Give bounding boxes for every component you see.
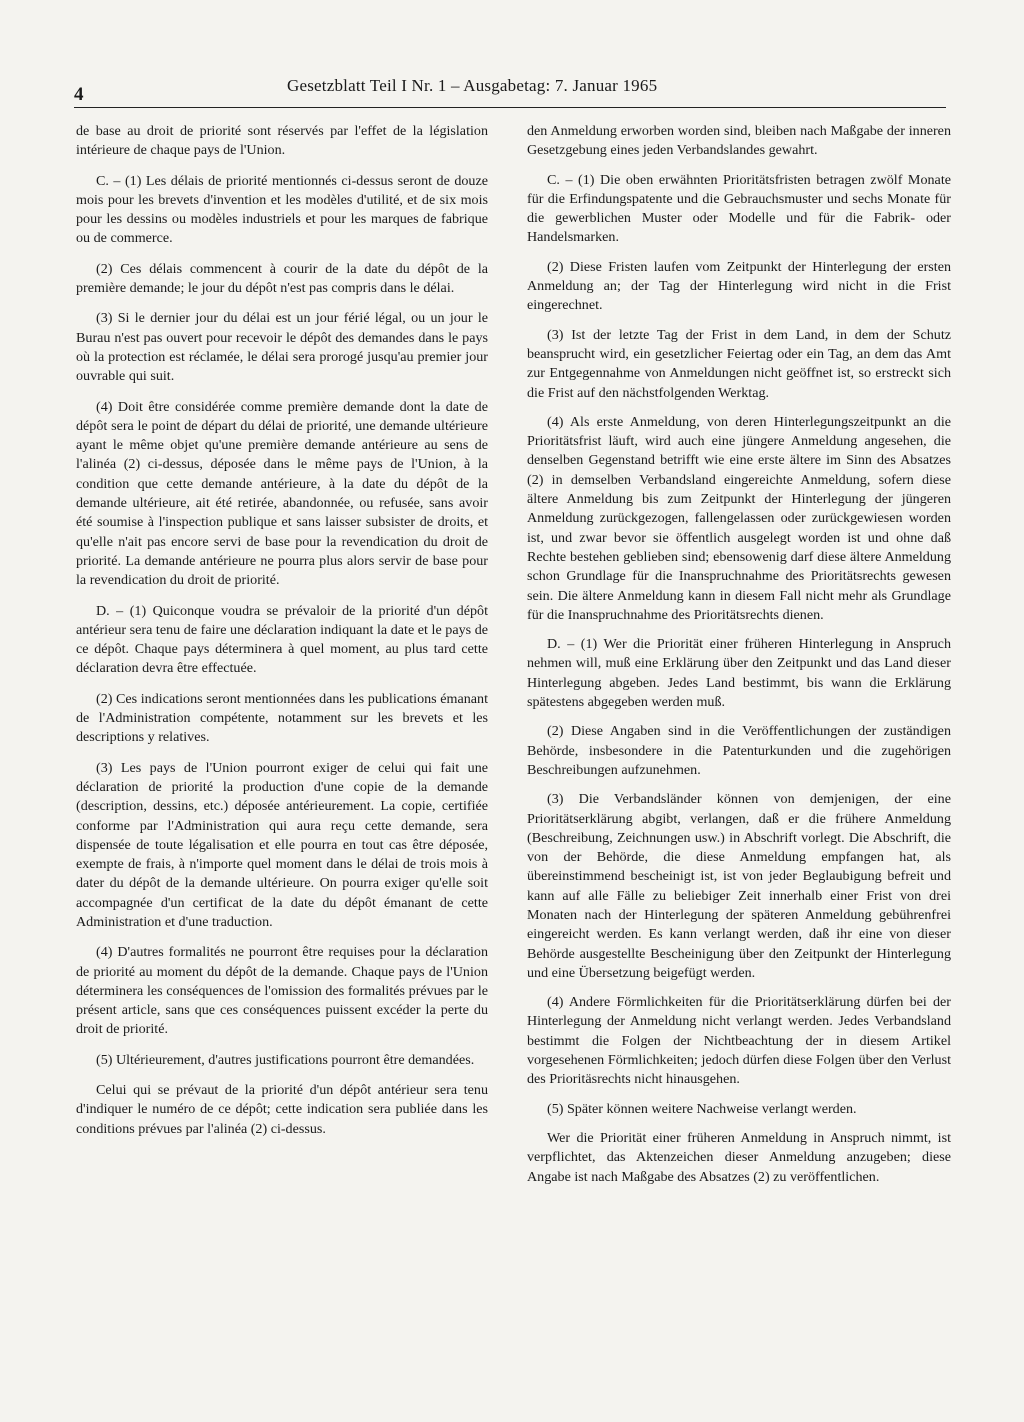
de-paragraph-c3: (3) Ist der letzte Tag der Frist in dem Land, in dem der Schutz beansprucht wird, ein gesetzlicher Feiertag oder ein Tag, an dem das Amt zur Entgegennahme von Anmeldungen nicht geöffnet ist, so erstreckt sich die Frist auf den nächstfolgenden Werktag. bbox=[527, 326, 951, 401]
french-column bbox=[76, 122, 488, 1150]
running-title: Gesetzblatt Teil I Nr. 1 – Ausgabetag: 7. Januar 1965 bbox=[287, 76, 658, 95]
fr-paragraph-d5: (5) Ultérieurement, d'autres justifications pourront être demandées. bbox=[96, 1051, 475, 1068]
german-column bbox=[527, 122, 951, 1197]
de-paragraph-d2: (2) Diese Angaben sind in die Veröffentlichungen der zuständigen Behörde, insbesondere in die Patenturkunden und die zugehörigen Beschreibungen aufzunehmen. bbox=[527, 723, 951, 778]
de-paragraph-c1: C. – (1) Die oben erwähnten Prioritätsfristen betragen zwölf Monate für die Erfindungspatente und die Gebrauchsmuster und sechs Monate für die gewerblichen Muster oder Modelle und für die Fabrik- oder Handelsmarken. bbox=[527, 171, 951, 246]
de-paragraph-d3: (3) Die Verbandsländer können von demjenigen, der eine Prioritätserklärung abgibt, verlangen, daß er die frühere Anmeldung (Beschreibung, Zeichnungen usw.) in Abschrift vorlegt. Die Abschrift, die von der Behörde, die diese Anmeldung empfangen hat, als übereinstimmend bescheinigt ist, ist von jeder Beglaubigung befreit und kann auf alle Fälle zu beliebiger Zeit innerhalb einer Frist von drei Monaten nach der Hinterlegung der späteren Anmeldung gebührenfrei eingereicht werden. Es kann verlangt werden, daß ihr eine von dieser Behörde ausgestellte Bescheinigung über den Zeitpunkt der Hinterlegung und eine Übersetzung beigefügt werden. bbox=[527, 791, 951, 981]
fr-paragraph-d1: D. – (1) Quiconque voudra se prévaloir de la priorité d'un dépôt antérieur sera tenu de faire une déclaration indiquant la date et le pays de ce dépôt. Chaque pays déterminera à quel moment, au plus tard cette déclaration devra être effectuée. bbox=[76, 602, 488, 677]
header-rule bbox=[74, 107, 946, 108]
fr-paragraph-c4: (4) Doit être considérée comme première demande dont la date de dépôt sera le point de départ du délai de priorité, une demande ultérieure ayant le même objet qu'une première demande antérieure au sens de l'alinéa (2) ci-dessus, déposée dans le même pays de l'Union, à la condition que cette demande antérieure, à la date du dépôt de la demande ultérieure, ait été retirée, abandonnée, ou refusée, sans avoir été soumise à l'inspection publique et sans laisser subsister de droits, et qu'elle n'ait pas encore servi de base pour la revendication du droit de priorité. La demande antérieure ne pourra plus alors servir de base pour la revendication du droit de priorité. bbox=[76, 398, 488, 589]
de-paragraph-c4: (4) Als erste Anmeldung, von deren Hinterlegungszeitpunkt an die Prioritätsfrist läuft, wird auch eine jüngere Anmeldung angesehen, die denselben Gegenstand betrifft wie eine erste ältere im Sinn des Absatzes (2) in demselben Verbandsland eingereichte Anmeldung, sofern diese ältere Anmeldung bis zum Zeitpunkt der Hinterlegung der jüngeren Anmeldung zurückgezogen, fallengelassen oder zurückgewiesen worden ist, und zwar bevor sie öffentlich ausgelegt worden ist und ohne daß Rechte bestehen geblieben sind; ebensowenig darf diese ältere Anmeldung schon Grundlage für die Inanspruchnahme des Prioritätsrechts gewesen sein. Die ältere Anmeldung kann in diesem Fall nicht mehr als Grundlage für die Inanspruchnahme des Prioritätsrechts dienen. bbox=[527, 413, 951, 623]
page-number: 4 bbox=[74, 84, 84, 105]
fr-paragraph-c1: C. – (1) Les délais de priorité mentionnés ci-dessus seront de douze mois pour les brevets d'invention et les modèles d'utilité, et de six mois pour les dessins ou modèles industriels et pour les marques de fabrique ou de commerce. bbox=[76, 172, 488, 247]
de-paragraph-final: Wer die Priorität einer früheren Anmeldung in Anspruch nimmt, ist verpflichtet, das Aktenzeichen dieser Anmeldung anzugeben; diese Angabe ist nach Maßgabe des Absatzes (2) zu veröffentlichen. bbox=[527, 1129, 951, 1185]
fr-paragraph-d4: (4) D'autres formalités ne pourront être requises pour la déclaration de priorité au moment du dépôt de la demande. Chaque pays de l'Union déterminera les conséquences de l'omission des formalités prévues par le présent article, sans que ces conséquences puissent excéder la perte du droit de priorité. bbox=[76, 944, 488, 1038]
de-paragraph-d4: (4) Andere Förmlichkeiten für die Prioritätserklärung dürfen bei der Hinterlegung der Anmeldung nicht verlangt werden. Jedes Verbandsland bestimmt die Folgen der Nichtbeachtung der in diesem Artikel vorgesehenen Förmlichkeiten; jedoch dürfen diese Folgen über den Verlust des Prioritäsrechts nicht hinausgehen. bbox=[527, 994, 951, 1088]
fr-paragraph-d3: (3) Les pays de l'Union pourront exiger de celui qui fait une déclaration de priorité la production d'une copie de la demande (description, dessins, etc.) déposée antérieurement. La copie, certifiée conforme par l'Administration qui aura reçu cette demande, sera dispensée de toute légalisation et elle pourra en tout cas être déposée, exempte de frais, à n'importe quel moment dans le délai de trois mois à dater du dépôt de la demande ultérieure. On pourra exiger qu'elle soit accompagnée d'un certificat de la date du dépôt émanant de cette Administration et d'une traduction. bbox=[76, 759, 488, 930]
de-paragraph-continuation: den Anmeldung erworben worden sind, bleiben nach Maßgabe der inneren Gesetzgebung eines jeden Verbandslandes gewahrt. bbox=[527, 123, 951, 159]
fr-paragraph-d2: (2) Ces indications seront mentionnées dans les publications émanant de l'Administration compétente, notamment sur les brevets et les descriptions y relatives. bbox=[76, 690, 488, 746]
de-paragraph-c2: (2) Diese Fristen laufen vom Zeitpunkt der Hinterlegung der ersten Anmeldung an; der Tag der Hinterlegung wird nicht in die Frist eingerechnet. bbox=[527, 258, 951, 314]
de-paragraph-d5: (5) Später können weitere Nachweise verlangt werden. bbox=[547, 1100, 857, 1117]
fr-paragraph-continuation: de base au droit de priorité sont réservés par l'effet de la législation intérieure de chaque pays de l'Union. bbox=[76, 123, 488, 159]
fr-paragraph-c2: (2) Ces délais commencent à courir de la date du dépôt de la première demande; le jour du dépôt n'est pas compris dans le délai. bbox=[76, 260, 488, 297]
fr-paragraph-final: Celui qui se prévaut de la priorité d'un dépôt antérieur sera tenu d'indiquer le numéro de ce dépôt; cette indication sera publiée dans les conditions prévues par l'alinéa (2) ci-dessus. bbox=[76, 1082, 488, 1137]
de-paragraph-d1: D. – (1) Wer die Priorität einer früheren Hinterlegung in Anspruch nehmen will, muß eine Erklärung über den Zeitpunkt und das Land dieser Hinterlegung abgeben. Jedes Land bestimmt, bis wann die Erklärung spätestens abgegeben werden muß. bbox=[527, 636, 951, 711]
fr-paragraph-c3: (3) Si le dernier jour du délai est un jour férié légal, ou un jour le Burau n'est pas ouvert pour recevoir le dépôt des demandes dans le pays où la protection est réclamée, le délai sera prorogé jusqu'au premier jour ouvrable qui suit. bbox=[76, 310, 488, 385]
